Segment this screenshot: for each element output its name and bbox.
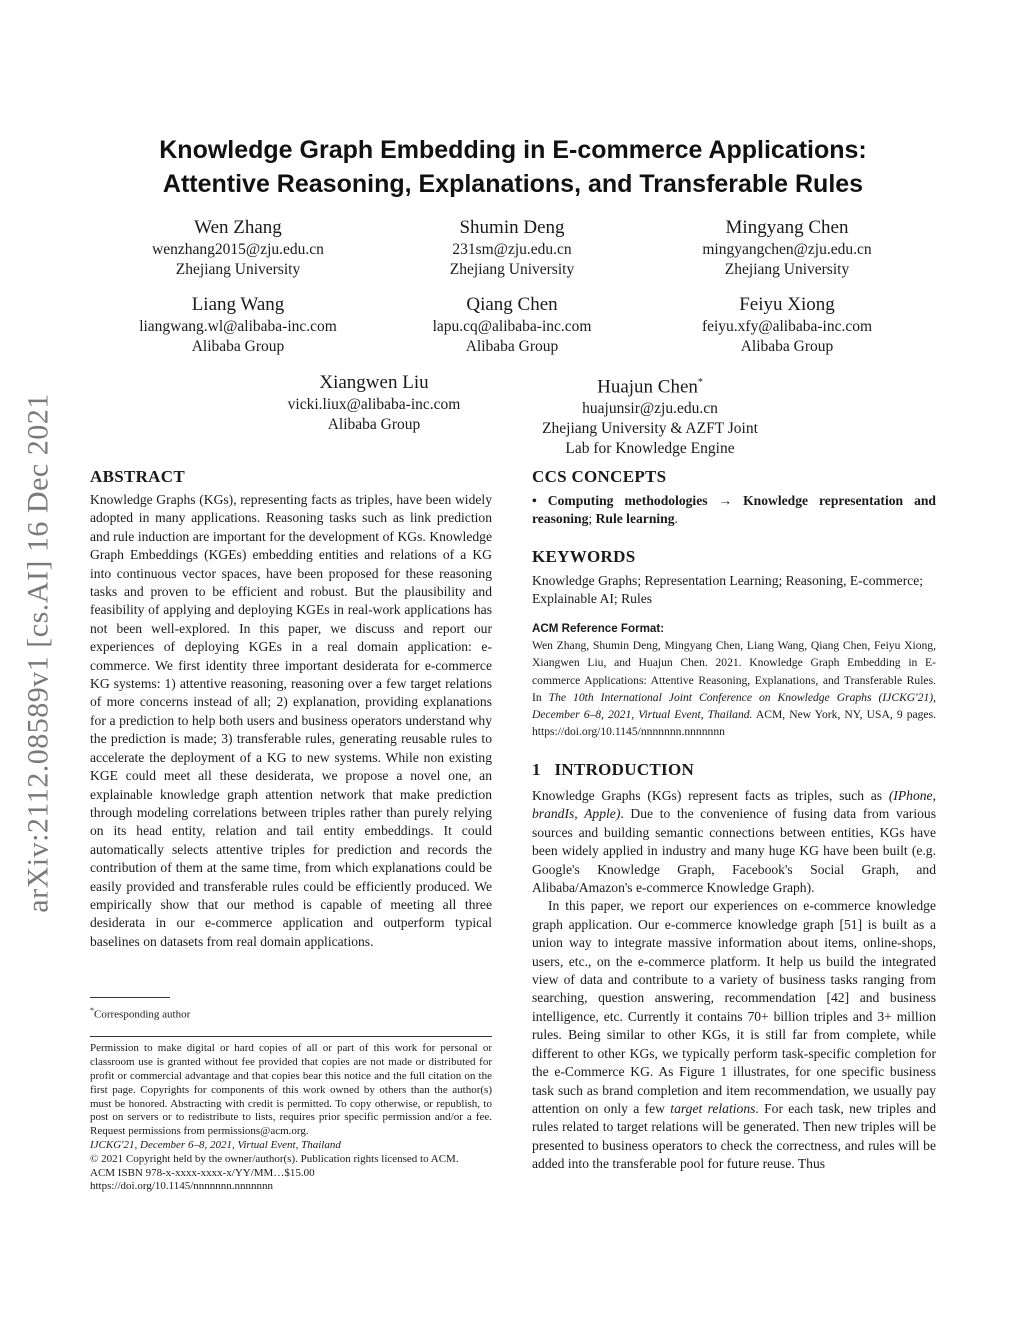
arxiv-sidebar-stamp (8, 360, 70, 945)
abstract-text: Knowledge Graphs (KGs), representing facts as triples, have been widely adopted in many applications. Reasoning tasks such as link prediction and rule induction are important for the development of KGs. Knowledge Graph Embeddings (KGEs) embedding entities and relations of a KG into continuous vector spaces, have been proposed for these reasoning tasks and proven to be efficient and robust. But the plausibility and feasibility of applying and deploying KGEs in real-work applications has not been well-explored. In this paper, we discuss and report our experiences of deploying KGEs in a real domain application: e-commerce. We first identity three important desiderata for e-commerce KG systems: 1) attentive reasoning, reasoning over a few target relations of more concerns instead of all; 2) explanation, providing explanations for a prediction to help both users and business operators understand why the prediction is made; 3) transferable rules, generating reusable rules to accelerate the deployment of a KG to new systems. While non existing KGE could meet all these desiderata, we propose a novel one, an explainable knowledge graph attention network that make prediction through modeling correlations between triples rather than purely relying on its head entity, relation and tail entity embeddings. It could automatically selects attentive triples for prediction and records the contribution of them at the same time, from which explanations could be easily provided and transferable rules could be efficiently produced. We empirically show that our method is capable of meeting all three desiderata in our e-commerce application and outperform typical baselines on datasets from real domain applications. (90, 492, 492, 949)
author-name: Huajun Chen* (597, 376, 703, 398)
reference-format-heading: ACM Reference Format: (532, 622, 665, 635)
author-email: 231sm@zju.edu.cn (452, 241, 572, 258)
keywords-heading: KEYWORDS (532, 547, 636, 566)
reference-format-text: Wen Zhang, Shumin Deng, Mingyang Chen, Liang Wang, Qiang Chen, Feiyu Xiong, Xiangwen Liu, and Huajun Chen. 2021. Knowledge Graph Embedding in E-commerce Applications: Attentive Reasoning, Explanations, and Transferable Rules. In The 10th International Joint Conference on Knowledge Graphs (IJCKG'21), December 6–8, 2021, Virtual Event, Thailand. ACM, New York, NY, USA, 9 pages. https://doi.org/10.1145/nnnnnnn.nnnnnnn (532, 639, 937, 739)
author-affiliation: Alibaba Group (465, 338, 559, 355)
ccs-sub-1: Knowledge representation and reasoning (532, 493, 936, 527)
author-affiliation-line-1: Zhejiang University & AZFT Joint (542, 420, 758, 438)
copyright-line: © 2021 Copyright held by the owner/author(s). Publication rights licensed to ACM. (90, 1152, 459, 1165)
author-block (88, 216, 388, 280)
author-affiliation: Zhejiang University (449, 261, 575, 278)
permission-notice: Permission to make digital or hard copies of all or part of this work for personal or classroom use is granted without fee provided that copies are not made or distributed for profit or commercial advantage and that copies bear this notice and the full citation on the first page. Copyrights for components of this work owned by others than the author(s) must be honored. Abstracting with credit is permitted. To copy otherwise, or republish, to post on servers or to redistribute to lists, requires prior specific permission and/or a fee. Request permissions from permissions@acm.org. (90, 1042, 492, 1138)
intro-paragraph-1: Knowledge Graphs (KGs) represent facts as triples, such as (IPhone, brandIs, Apple). Due to the convenience of fusing data from various sources and building semantic connections between entities, KGs have been widely applied in industry and many huge KG have been built (e.g. Google's Knowledge Graph, Facebook's Social Graph, and Alibaba/Amazon's e-commerce Knowledge Graph). (532, 788, 936, 896)
ccs-concept: Computing methodologies (547, 493, 708, 508)
footnote-divider (90, 997, 170, 998)
author-email: huajunsir@zju.edu.cn (582, 400, 718, 418)
author-email: feiyu.xfy@alibaba-inc.com (701, 318, 873, 335)
introduction-section (532, 759, 936, 1174)
author-block (362, 216, 662, 280)
author-email: wenzhang2015@zju.edu.cn (152, 241, 324, 258)
author-name: Mingyang Chen (725, 217, 849, 238)
footnote-area (90, 997, 492, 1194)
author-name: Liang Wang (191, 294, 285, 315)
reference-format-section (532, 620, 936, 740)
author-affiliation: Alibaba Group (327, 416, 421, 433)
doi-line: https://doi.org/10.1145/nnnnnnn.nnnnnnn (90, 1180, 274, 1193)
intro-paragraph-2: In this paper, we report our experiences on e-commerce knowledge graph application. Our e-commerce knowledge graph [51] is built as a union way to integrate massive information about items, online-shops, users, etc., on the e-commerce platform. It help us build the integrated view of data and contribute to a variety of business tasks ranging from searching, question answering, recommendation [42] and business intelligence, etc. Currently it contains 70+ billion triples and 3+ million rules. Being similar to other KGs, it is still far from complete, while different to other KGs, we typically perform task-specific completion for the e-Commerce KG. As Figure 1 illustrates, for one specific business task such as brand completion and item recommendation, we usually pay attention on only a few target relations. For each task, new triples and rules related to target relations will be generated. Then new triples will be presented to business operators to check the correctness, and rules will be added into the transferable pool for future reuse. Thus (532, 898, 936, 1172)
author-affiliation: Zhejiang University (724, 261, 850, 278)
isbn-line: ACM ISBN 978-x-xxxx-xxxx-x/YY/MM…$15.00 (90, 1166, 315, 1179)
abstract-heading: ABSTRACT (90, 467, 185, 486)
author-block (224, 371, 524, 435)
author-affiliation: Zhejiang University (175, 261, 301, 278)
author-name: Wen Zhang (194, 217, 282, 238)
author-email: lapu.cq@alibaba-inc.com (432, 318, 592, 335)
author-email: liangwang.wl@alibaba-inc.com (139, 318, 337, 335)
author-block (88, 293, 388, 357)
author-name: Qiang Chen (466, 294, 558, 315)
ccs-bullet: • (532, 493, 537, 508)
venue-line: IJCKG'21, December 6–8, 2021, Virtual Event, Thailand (90, 1139, 341, 1152)
corresponding-mark: * (697, 377, 703, 388)
author-affiliation: Alibaba Group (740, 338, 834, 355)
author-affiliation-line-2: Lab for Knowledge Engine (565, 440, 735, 458)
corresponding-footnote: *Corresponding author (90, 1006, 191, 1021)
author-block (362, 293, 662, 357)
ccs-sub-2: Rule learning (595, 511, 675, 527)
ccs-concepts-text: • Computing methodologies → Knowledge representation and reasoning; Rule learning. (532, 493, 936, 527)
keywords-section (532, 546, 936, 609)
author-name: Feiyu Xiong (739, 294, 835, 315)
author-block (500, 371, 800, 459)
keywords-text: Knowledge Graphs; Representation Learning; Reasoning, E-commerce; Explainable AI; Rules (532, 573, 924, 607)
author-name: Shumin Deng (459, 217, 565, 238)
title-line-1: Knowledge Graph Embedding in E-commerce Applications: (159, 136, 867, 164)
introduction-heading: 1 INTRODUCTION (532, 760, 695, 779)
author-name: Xiangwen Liu (319, 372, 429, 393)
ccs-heading: CCS CONCEPTS (532, 467, 667, 486)
author-block (637, 216, 937, 280)
ccs-section (532, 466, 936, 529)
title-line-2: Attentive Reasoning, Explanations, and Transferable Rules (162, 170, 864, 198)
author-block (637, 293, 937, 357)
paper-title (90, 133, 936, 201)
author-email: mingyangchen@zju.edu.cn (702, 241, 872, 258)
author-affiliation: Alibaba Group (191, 338, 285, 355)
arxiv-id: arXiv:2112.08589v1 [cs.AI] 16 Dec 2021 (22, 392, 56, 913)
abstract-section (90, 466, 492, 951)
permission-divider (90, 1036, 492, 1037)
ccs-arrow: → (718, 493, 733, 508)
author-email: vicki.liux@alibaba-inc.com (287, 396, 461, 413)
